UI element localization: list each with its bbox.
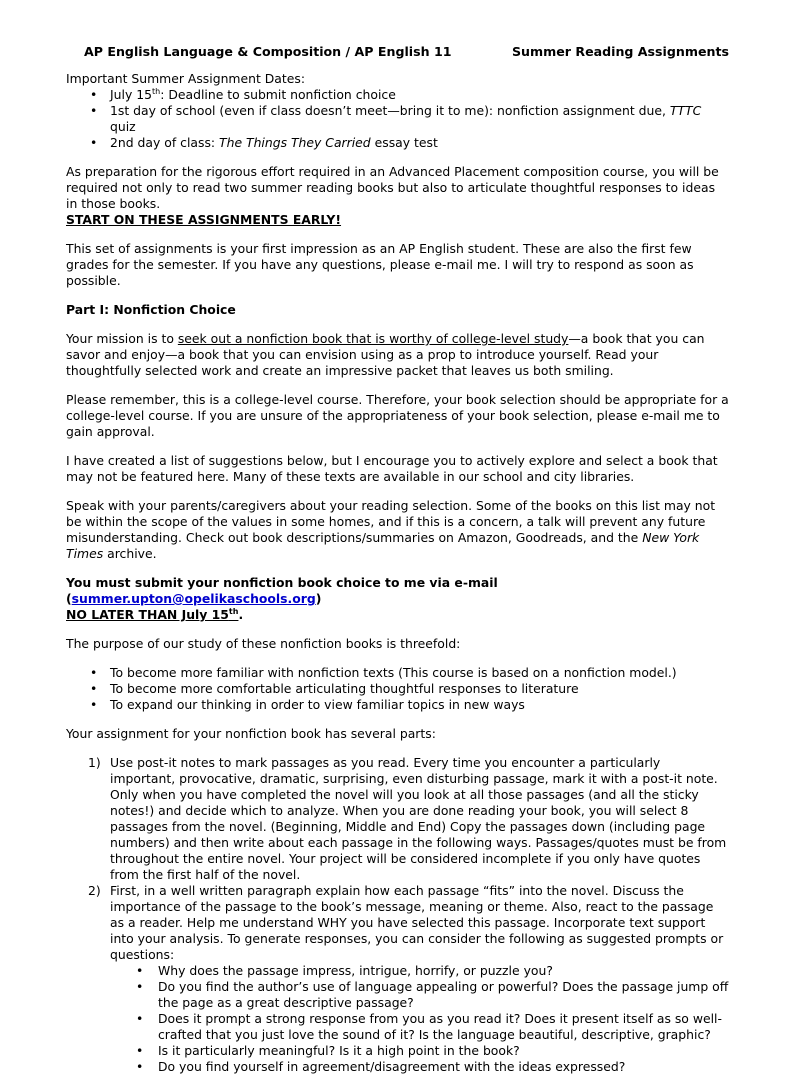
date-item: • 1st day of school (even if class doesn’t meet—bring it to me): nonfiction assignment due, TTTC quiz — [66, 103, 729, 135]
suggestions-paragraph: I have created a list of suggestions below, but I encourage you to actively explore and select a book that may not be featured here. Many of these texts are available in our school and city libraries. — [66, 453, 718, 484]
document-header — [66, 44, 729, 60]
mission-paragraph: Your mission is to seek out a nonfiction book that is worthy of college-level study—a book that you can savor and enjoy—a book that you can envision using as a prop to introduce yourself. Read your thoughtfully selected work and create an impressive packet that leaves us both smiling. — [66, 331, 705, 378]
step-item: 2) First, in a well written paragraph explain how each passage “fits” into the novel. Discuss the importance of the passage to the book’s message, meaning or theme. Also, react to the passage as a reader. Help me understand WHY you have selected this passage. Incorporate text support into your analysis. To generate responses, you can consider the following as suggested prompts or questions: • Why does the passage impress, intrigue, horrify, or puzzle you? • Do you find the author’s use of language appealing or powerful? Does the passage jump off the page as a great descriptive passage? • Does it prompt a strong response from you as you read it? Does it present itself as so well-crafted that you just love the sound of it? Is the language beautiful, descriptive, graphic? • Is it particularly meaningful? Is it a high point in the book? • Do you find yourself in agreement/disagreement with the ideas expressed? — [66, 883, 729, 1075]
prompt-list — [110, 963, 729, 1075]
prompt-item: • Does it prompt a strong response from you as you read it? Does it present itself as so well-crafted that you just love the sound of it? Is the language beautiful, descriptive, graphic? — [110, 1011, 729, 1043]
purpose-item: • To expand our thinking in order to view familiar topics in new ways — [66, 697, 729, 713]
impression-paragraph: This set of assignments is your first impression as an AP English student. These are also the first few grades for the semester. If you have any questions, please e-mail me. I will try to respond as soon as possible. — [66, 241, 694, 288]
step-item: 1) Use post-it notes to mark passages as you read. Every time you encounter a particularly important, provocative, dramatic, surprising, even disturbing passage, mark it with a post-it note. Only when you have completed the novel will you look at all those passages (and all the sticky notes!) and decide which to analyze. When you are done reading your book, you will select 8 passages from the novel. (Beginning, Middle and End) Copy the passages down (including page numbers) and then write about each passage in the following ways. Passages/quotes must be from throughout the entire novel. Your project will be considered incomplete if you only have quotes from the first half of the novel. — [88, 755, 727, 882]
date-item: • 2nd day of class: The Things They Carried essay test — [66, 135, 729, 151]
assignment-intro: Your assignment for your nonfiction book has several parts: — [66, 726, 436, 741]
assignment-title: Summer Reading Assignments — [511, 44, 729, 59]
purpose-item: • To become more comfortable articulating thoughtful responses to literature — [66, 681, 729, 697]
assignment-steps — [66, 755, 729, 1075]
course-title: AP English Language & Composition / AP English 11 — [84, 44, 452, 59]
purpose-intro: The purpose of our study of these nonfiction books is threefold: — [66, 636, 461, 651]
prompt-item: • Why does the passage impress, intrigue, horrify, or puzzle you? — [110, 963, 729, 979]
prompt-item: • Do you find the author’s use of language appealing or powerful? Does the passage jump off the page as a great descriptive passage? — [110, 979, 729, 1011]
date-item: • July 15th: Deadline to submit nonfiction choice — [66, 87, 729, 103]
prompt-item: • Is it particularly meaningful? Is it a high point in the book? — [110, 1043, 729, 1059]
email-link[interactable]: summer.upton@opelikaschools.org — [71, 591, 316, 606]
prep-paragraph: As preparation for the rigorous effort required in an Advanced Placement composition course, you will be required not only to read two summer reading books but also to articulate thoughtful responses to ideas in those books. START ON THESE ASSIGNMENTS EARLY! — [66, 164, 719, 227]
submit-paragraph: You must submit your nonfiction book choice to me via e-mail (summer.upton@opelikaschools.org) NO LATER THAN July 15th. — [66, 575, 498, 622]
part1-heading: Part I: Nonfiction Choice — [66, 302, 236, 317]
dates-intro: Important Summer Assignment Dates: — [66, 71, 306, 86]
prompt-item: • Do you find yourself in agreement/disagreement with the ideas expressed? — [110, 1059, 729, 1075]
dates-list — [66, 87, 729, 151]
remember-paragraph: Please remember, this is a college-level course. Therefore, your book selection should be appropriate for a college-level course. If you are unsure of the appropriateness of your book selection, please e-mail me to gain approval. — [66, 392, 729, 439]
start-early-notice: START ON THESE ASSIGNMENTS EARLY! — [66, 212, 342, 227]
purpose-list — [66, 665, 729, 713]
speak-paragraph: Speak with your parents/caregivers about your reading selection. Some of the books on this list may not be within the scope of the values in some homes, and if this is a concern, a talk will prevent any future misunderstanding. Check out book descriptions/summaries on Amazon, Goodreads, and the New York Times archive. — [66, 498, 716, 561]
purpose-item: • To become more familiar with nonfiction texts (This course is based on a nonfiction model.) — [66, 665, 729, 681]
